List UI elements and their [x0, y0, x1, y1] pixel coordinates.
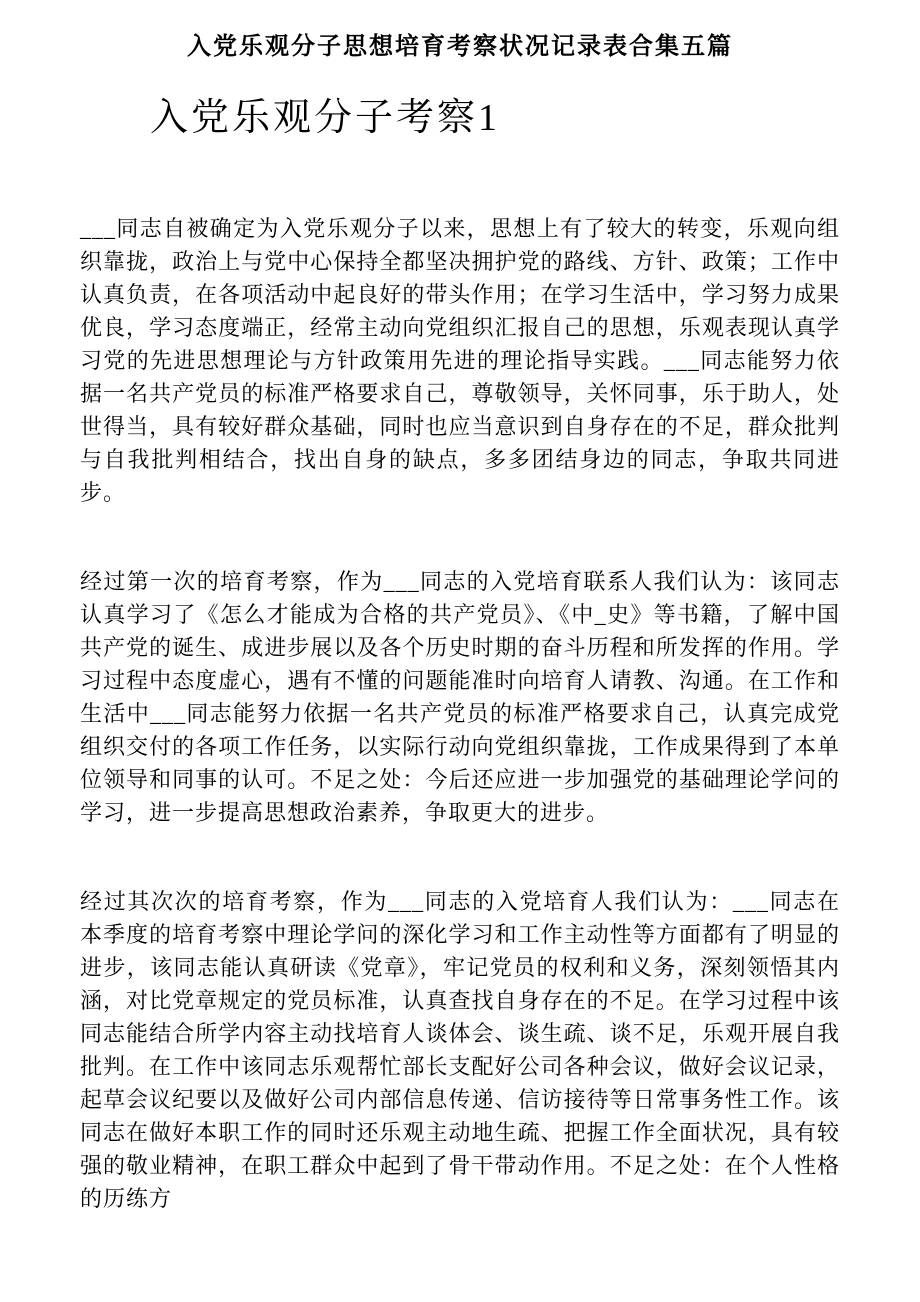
document-title: 入党乐观分子思想培育考察状况记录表合集五篇 [187, 34, 733, 60]
paragraph: 经过其次次的培育考察，作为___同志的入党培育人我们认为：___同志在本季度的培育考察中理论学问的深化学习和工作主动性等方面都有了明显的进步，该同志能认真研读《党章》，牢记党员的权利和义务，深刻领悟其内涵，对比党章规定的党员标准，认真查找自身存在的不足。在学习过程中该同志能结合所学内容主动找培育人谈体会、谈生疏、谈不足，乐观开展自我批判。在工作中该同志乐观帮忙部长支配好公司各种会议，做好会议记录，起草会议纪要以及做好公司内部信息传递、信访接待等日常事务性工作。该同志在做好本职工作的同时还乐观主动地生疏、把握工作全面状况，具有较强的敬业精神，在职工群众中起到了骨干带动作用。不足之处：在个人性格的历练方 [80, 889, 840, 1211]
paragraph: 经过第一次的培育考察，作为___同志的入党培育联系人我们认为：该同志认真学习了《怎么才能成为合格的共产党员》、《中_史》等书籍，了解中国共产党的诞生、成进步展以及各个历史时期的奋斗历程和所发挥的作用。学习过程中态度虚心，遇有不懂的问题能准时向培育人请教、沟通。在工作和生活中___同志能努力依据一名共产党员的标准严格要求自己，认真完成党组织交付的各项工作任务，以实际行动向党组织靠拢，工作成果得到了本单位领导和同事的认可。不足之处：今后还应进一步加强党的基础理论学问的学习，进一步提高思想政治素养，争取更大的进步。 [80, 569, 840, 825]
paragraph: ___同志自被确定为入党乐观分子以来，思想上有了较大的转变，乐观向组织靠拢，政治上与党中心保持全都坚决拥护党的路线、方针、政策；工作中认真负责，在各项活动中起良好的带头作用；在学习生活中，学习努力成果优良，学习态度端正，经常主动向党组织汇报自己的思想，乐观表现认真学习党的先进思想理论与方针政策用先进的理论指导实践。___同志能努力依据一名共产党员的标准严格要求自己，尊敬领导，关怀同事，乐于助人，处世得当，具有较好群众基础，同时也应当意识到自身存在的不足，群众批判与自我批判相结合，找出自身的缺点，多多团结身边的同志，争取共同进步。 [80, 216, 840, 505]
section-heading: 入党乐观分子考察1 [150, 97, 501, 139]
